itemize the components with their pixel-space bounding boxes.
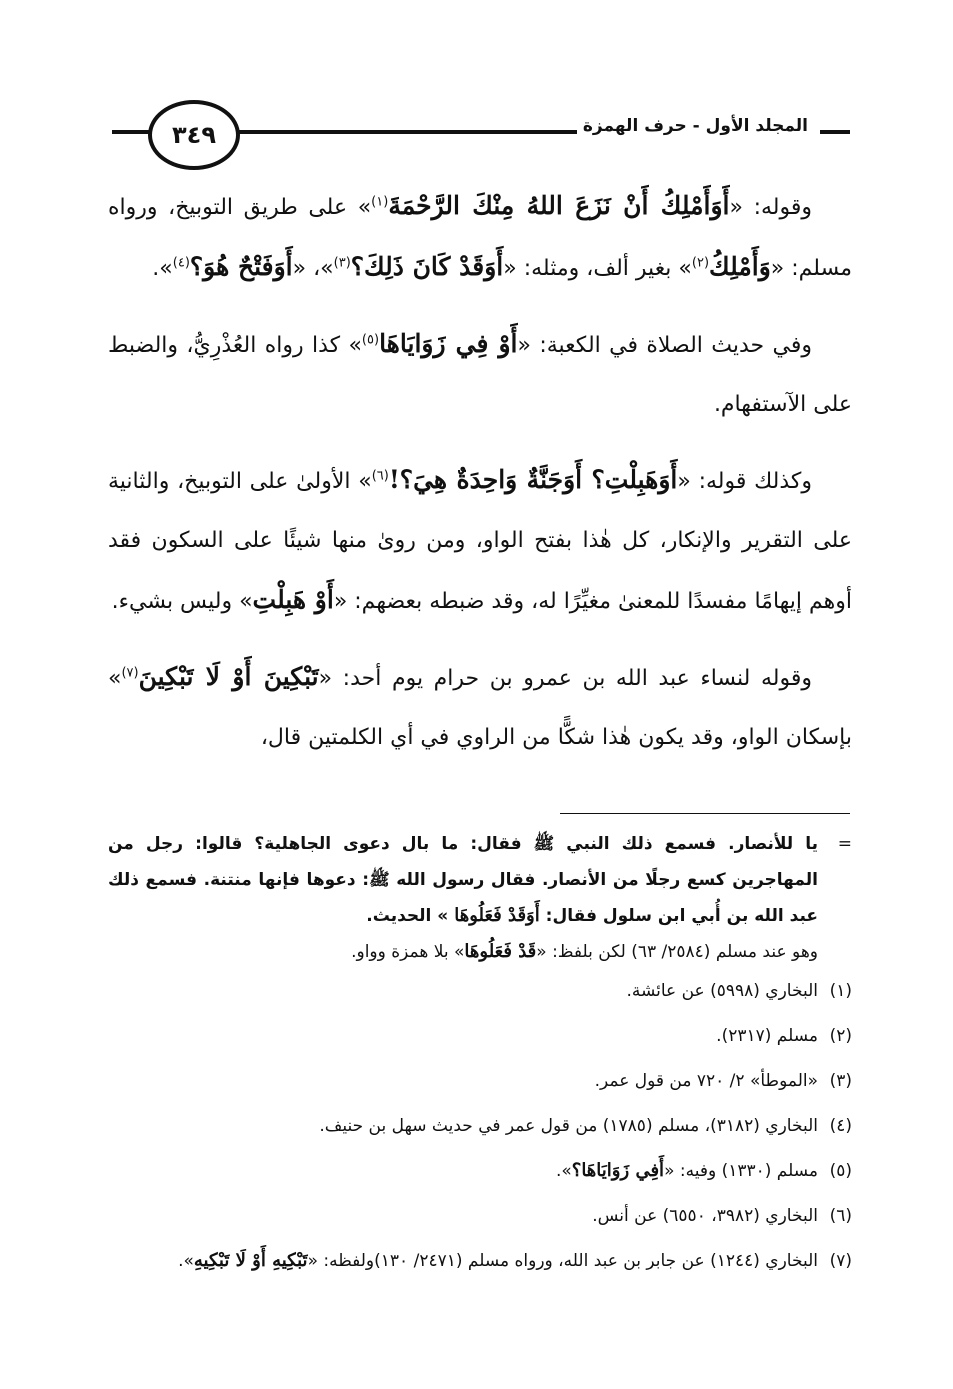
hadith-quote: قَدْ فَعَلُوهَا: [464, 941, 537, 962]
footnote-ref[interactable]: (٣): [333, 255, 351, 271]
footnote-item: [108, 1150, 852, 1195]
footnote-text: ».: [555, 1161, 572, 1181]
text-run: » وليس بشيء.: [111, 589, 253, 614]
text-run: ».: [152, 256, 173, 281]
hadith-quote: أَوَفَتْحٌ هُوَ؟: [189, 252, 293, 281]
footnote-ref[interactable]: (١): [371, 194, 389, 210]
text-run: » على طريق التوبيخ، ورواه مسلم: «: [108, 195, 852, 281]
footnote-ref[interactable]: (٤): [172, 255, 190, 271]
footnote-text: مسلم (١٣٣٠) وفيه: «: [664, 1161, 818, 1181]
text-run: »، «: [292, 256, 334, 281]
footnote-item: [108, 1195, 852, 1240]
text-run: » الأولىٰ على التوبيخ، والثانية على التقرير والإنكار، كل هٰذا بفتح الواو، ومن روىٰ منها شيئًا على السكون فقد أوهم إيهامًا مفسدًا للمعنىٰ مغيِّرًا له، وقد ضبطه بعضهم: «: [108, 469, 852, 614]
continuation-marker: =: [837, 834, 852, 854]
text-run: » بغير ألف، ومثله: «: [503, 256, 692, 281]
footnote-item: [108, 1105, 852, 1150]
footnote-item: [108, 1240, 852, 1285]
footnotes: [108, 826, 852, 1285]
header-rule-right: [820, 130, 850, 134]
hadith-quote: وَأَمْلِكُ: [709, 252, 771, 281]
page-number: ٣٤٩: [148, 100, 240, 170]
footnote-continuation-2: [108, 934, 852, 970]
footnote-item: [108, 970, 852, 1015]
text-run: وقوله: «: [729, 195, 813, 220]
footnote-item: [108, 1015, 852, 1060]
footnote-ref[interactable]: (٢): [691, 255, 710, 271]
hadith-quote: أَوْ فِي زَوَايَاهَا: [379, 329, 518, 358]
running-title: المجلد الأول - حرف الهمزة: [577, 116, 814, 136]
footnote-text: البخاري (٥٩٩٨) عن عائشة.: [626, 981, 818, 1001]
footnote-ref[interactable]: (٧): [121, 665, 139, 681]
footnote-ref[interactable]: (٦): [371, 468, 389, 484]
text-run: » كذا رواه العُذْرِيُّ، والضبط على الآستفهام.: [108, 333, 852, 417]
paragraph-4: [108, 647, 852, 767]
footnote-number: (٢): [829, 1026, 852, 1046]
hadith-quote: تَبْكِينَ أَوْ لَا تَبْكِينَ: [138, 662, 319, 691]
text-run: وقوله لنساء عبد الله بن عمرو بن حرام يوم أحد: «: [318, 666, 812, 691]
hadith-quote: أَفِي زَوَايَاهَا؟: [571, 1160, 665, 1181]
paragraph-3: [108, 450, 852, 631]
footnote-ref[interactable]: (٥): [361, 332, 380, 348]
footnote-number: (٦): [829, 1206, 852, 1226]
paragraph-2: [108, 314, 852, 434]
text-run: » بإسكان الواو، وقد يكون هٰذا شكًّا من الراوي في أي الكلمتين قال،: [108, 666, 852, 750]
footnote-text: ».: [178, 1251, 194, 1271]
text-run: » الحديث.: [366, 906, 455, 926]
main-text: [108, 176, 852, 767]
footnote-text: البخاري (٣١٨٢)، مسلم (١٧٨٥) من قول عمر في حديث سهل بن حنيف.: [319, 1116, 818, 1136]
text-run: وفي حديث الصلاة في الكعبة: «: [517, 333, 812, 358]
footnote-continuation: [108, 826, 852, 934]
paragraph-1: [108, 176, 852, 298]
footnote-number: (٤): [829, 1116, 852, 1136]
hadith-quote: تَبْكِيهِ أَوْ لَا تَبْكِيهِ: [193, 1250, 308, 1271]
text-run: وكذلك قوله: «: [677, 469, 812, 494]
footnote-number: (٥): [829, 1161, 852, 1181]
hadith-quote: أَوَأَمْلِكُ أَنْ نَزَعَ اللهُ مِنْكَ الرَّحْمَةَ: [388, 191, 730, 220]
footnote-number: (٣): [829, 1071, 852, 1091]
footnote-text: مسلم (٢٣١٧).: [716, 1026, 818, 1046]
footnote-text: البخاري (١٢٤٤) عن جابر بن عبد الله، ورواه مسلم (٢٤٧١/ ١٣٠)ولفظه: «: [307, 1251, 818, 1271]
hadith-quote: أَوْ هَبِلْتِ: [252, 585, 334, 614]
hadith-quote: أَوَقَدْ كَانَ ذَلِكَ؟: [350, 252, 504, 281]
hadith-quote: أَوَقَدْ فَعَلُوهَا: [454, 905, 540, 926]
hadith-quote: أَوَهَبِلْتِ؟ أَوَجَنَّةٌ وَاحِدَةٌ هِيَ؟!: [388, 465, 678, 494]
text-run: » بلا همزة وواو.: [351, 942, 465, 962]
header-rule-left: [112, 130, 152, 134]
footnote-text: البخاري (٣٩٨٢، ٦٥٥٠) عن أنس.: [592, 1206, 818, 1226]
footnote-number: (٧): [829, 1251, 852, 1271]
footnote-number: (١): [829, 981, 852, 1001]
text-run: يا للأنصار. فسمع ذلك النبي ﷺ فقال: ما بال دعوى الجاهلية؟ قالوا: رجل من المهاجرين كسع رجلًا من الأنصار. فقال رسول الله ﷺ: دعوها فإنها منتنة. فسمع ذلك عبد الله بن أُبي ابن سلول فقال:: [108, 834, 818, 926]
footnote-text: «الموطأ» ٢/ ٧٢٠ من قول عمر.: [594, 1071, 818, 1091]
page-header: [112, 92, 850, 182]
footnote-item: [108, 1060, 852, 1105]
text-run: وهو عند مسلم (٢٥٨٤/ ٦٣) لكن بلفظ: «: [536, 942, 818, 962]
footnote-divider: [560, 813, 850, 814]
